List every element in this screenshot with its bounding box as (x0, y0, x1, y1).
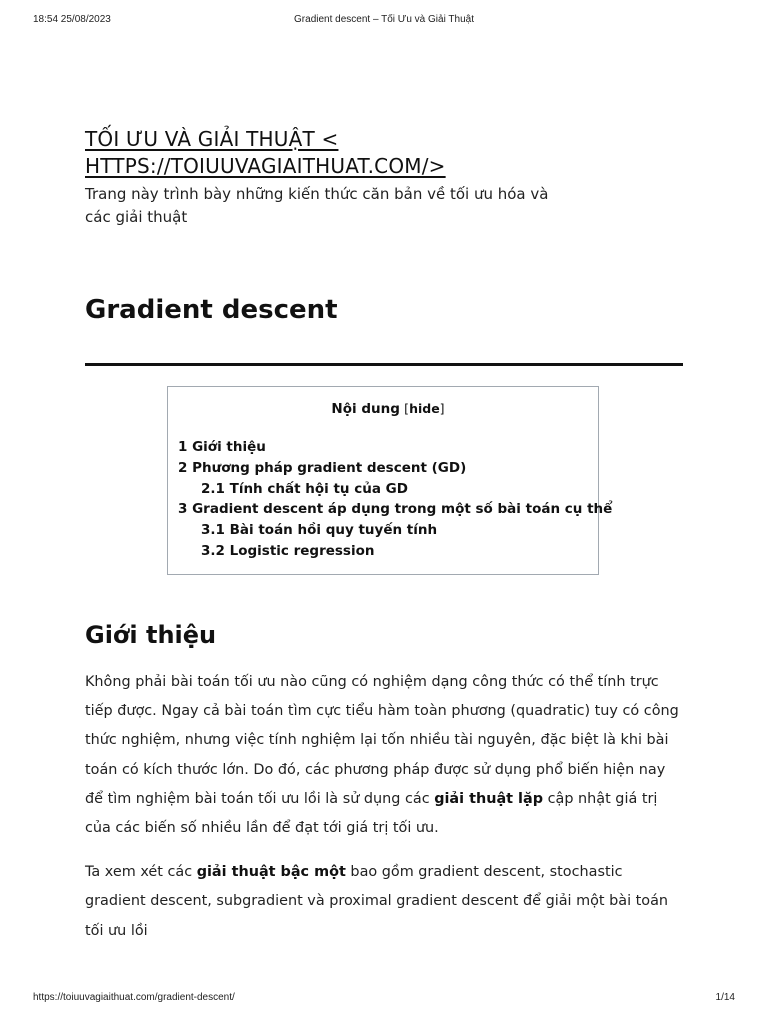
toc-title: Nội dung (331, 401, 400, 417)
print-footer (33, 992, 735, 1008)
toc-item-logistic-regression[interactable]: 3.2 Logistic regression (201, 542, 375, 559)
toc-item-linear-regression[interactable]: 3.1 Bài toán hồi quy tuyến tính (201, 522, 438, 539)
toc-bracket-open: [ (404, 401, 410, 416)
toc-item-gioi-thieu[interactable]: 1 Giới thiệu (178, 439, 266, 455)
p2-bold-term: giải thuật bậc một (196, 864, 346, 881)
title-divider (85, 363, 683, 366)
table-of-contents (167, 386, 613, 575)
post-title: Gradient descent (85, 295, 338, 325)
print-page-number: 1/14 (715, 992, 735, 1003)
intro-paragraph-1 (85, 668, 685, 843)
p1-text-after: cập nhật giá trị của các biến số nhiều lần để đạt tới giá trị tối ưu. (85, 790, 658, 837)
page-content (85, 126, 685, 946)
site-description: Trang này trình bày những kiến thức căn bản về tối ưu hóa và các giải thuật (85, 185, 549, 226)
site-title-link[interactable] (85, 126, 685, 180)
toc-item-gd-method[interactable]: 2 Phương pháp gradient descent (GD) (178, 459, 467, 476)
toc-header (178, 399, 598, 419)
print-page-title: Gradient descent – Tối Ưu và Giải Thuật (294, 14, 474, 25)
intro-paragraph-2 (85, 858, 685, 946)
toc-item-gd-convergence[interactable]: 2.1 Tính chất hội tụ của GD (201, 480, 408, 497)
toc-hide-toggle[interactable]: hide (409, 401, 440, 416)
print-page-url: https://toiuuvagiaithuat.com/gradient-descent/ (33, 992, 235, 1003)
print-timestamp: 18:54 25/08/2023 (33, 14, 111, 25)
print-header (33, 14, 735, 30)
section-heading-gioi-thieu: Giới thiệu (85, 621, 217, 649)
site-title-line2: HTTPS://TOIUUVAGIAITHUAT.COM/> (85, 154, 446, 178)
toc-toggle-wrap (404, 401, 444, 416)
p2-text-after: bao gồm gradient descent, stochastic gradient descent, subgradient và proximal gradient descent để giải một bài toán tối ưu lồi (85, 864, 669, 939)
toc-item-gd-applications[interactable]: 3 Gradient descent áp dụng trong một số bài toán cụ thể (178, 501, 613, 518)
p1-bold-term: giải thuật lặp (434, 790, 544, 807)
site-title-line1: TỐI ƯU VÀ GIẢI THUẬT < (85, 127, 339, 151)
p2-text-before: Ta xem xét các (85, 864, 197, 881)
p1-text-before: Không phải bài toán tối ưu nào cũng có nghiệm dạng công thức có thể tính trực tiếp được. Ngay cả bài toán tìm cực tiểu hàm toàn phương (quadratic) tuy có công thức nghiệm, nhưng việc tính nghiệm lại tốn nhiều tài nguyên, đặc biệt là khi bài toán có kích thước lớn. Do đó, các phương pháp được sử dụng phổ biến hiện nay để tìm nghiệm bài toán tối ưu lồi là sử dụng các (85, 674, 679, 807)
toc-bracket-close: ] (439, 401, 445, 416)
